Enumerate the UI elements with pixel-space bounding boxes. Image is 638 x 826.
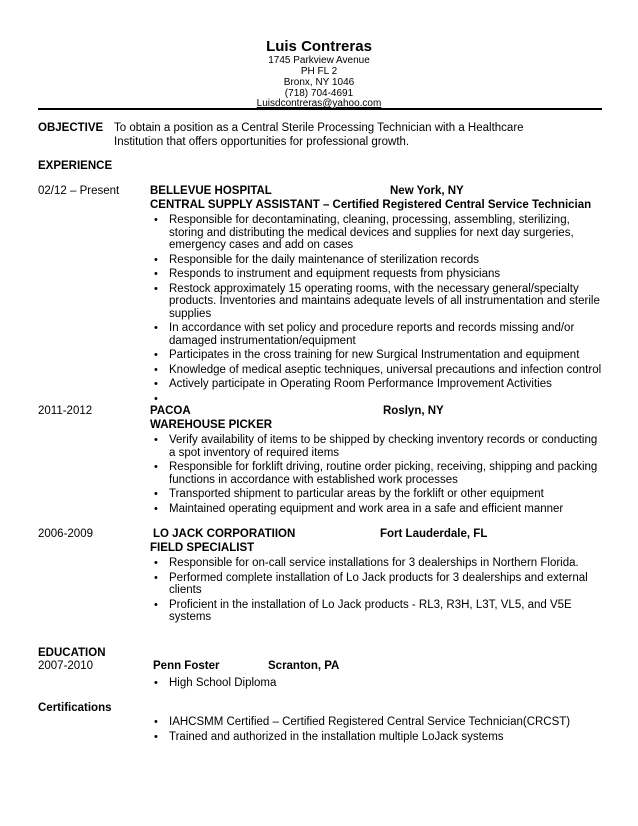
job-title: CENTRAL SUPPLY ASSISTANT – Certified Registered Central Service Technician xyxy=(150,199,592,211)
phone-number: (718) 704-4691 xyxy=(284,88,354,99)
objective-line-2: Institution that offers opportunities for professional growth. xyxy=(114,136,410,148)
list-item: • Restock approximately 15 operating rooms, with the necessary general/specialty products. Inventories and maintains adequate levels of all instrumentation and sterile supplies xyxy=(150,283,605,321)
job-location: Fort Lauderdale, FL xyxy=(380,528,488,540)
list-item: • Actively participate in Operating Room Performance Improvement Activities xyxy=(150,378,605,391)
list-item: • In accordance with set policy and procedure reports and records missing and/or damaged instrumentation/equipment xyxy=(150,322,605,347)
list-item: • IAHCSMM Certified – Certified Registered Central Service Technician(CRCST) xyxy=(150,716,605,729)
job-bullets xyxy=(150,434,605,517)
email-link[interactable]: Luisdcontreras@yahoo.com xyxy=(256,98,382,109)
list-item: • Responsible for decontaminating, cleaning, processing, assembling, sterilizing, storing and distributing the medical devices and supplies for next day surgeries, emergency cases and add on cases xyxy=(150,214,605,252)
list-item: • Maintained operating equipment and work area in a safe and efficient manner xyxy=(150,503,605,516)
job-company: LO JACK CORPORATIION xyxy=(153,528,296,540)
address-line-1: 1745 Parkview Avenue xyxy=(268,55,370,66)
list-item: • High School Diploma xyxy=(150,677,605,690)
job-title: WAREHOUSE PICKER xyxy=(150,419,273,431)
job-company: BELLEVUE HOSPITAL xyxy=(150,185,272,197)
list-item: • Knowledge of medical aseptic techniques, universal precautions and infection control xyxy=(150,364,605,377)
certifications-bullets xyxy=(150,716,605,745)
job-location: Roslyn, NY xyxy=(383,405,444,417)
job-dates: 2011-2012 xyxy=(38,405,93,417)
certifications-label: Certifications xyxy=(38,702,112,714)
job-bullets xyxy=(150,557,588,626)
job-bullets xyxy=(150,214,605,406)
list-item: • Performed complete installation of Lo Jack products for 3 dealerships and external clients xyxy=(150,572,588,597)
job-dates: 2006-2009 xyxy=(38,528,93,540)
list-item: • Responsible for on-call service installations for 3 dealerships in Northern Florida. xyxy=(150,557,588,570)
job-dates: 02/12 – Present xyxy=(38,185,120,197)
list-item: • Trained and authorized in the installation multiple LoJack systems xyxy=(150,731,605,744)
list-item: • Verify availability of items to be shipped by checking inventory records or conducting a spot inventory of required items xyxy=(150,434,605,459)
header-divider xyxy=(38,108,602,110)
list-item: • Transported shipment to particular areas by the forklift or other equipment xyxy=(150,488,605,501)
education-dates: 2007-2010 xyxy=(38,660,93,672)
list-item xyxy=(150,393,605,404)
experience-label: EXPERIENCE xyxy=(38,160,113,172)
address-line-2: PH FL 2 xyxy=(300,66,338,77)
address-city: Bronx, NY 1046 xyxy=(283,77,355,88)
education-location: Scranton, PA xyxy=(268,660,340,672)
list-item: • Responsible for forklift driving, routine order picking, receiving, shipping and packing functions in accordance with established work processes xyxy=(150,461,605,486)
list-item: • Proficient in the installation of Lo Jack products - RL3, R3H, L3T, VL5, and V5E systems xyxy=(150,599,588,624)
job-location: New York, NY xyxy=(390,185,464,197)
resume-name: Luis Contreras xyxy=(266,38,372,55)
objective-label: OBJECTIVE xyxy=(38,122,104,134)
list-item: • Participates in the cross training for new Surgical Instrumentation and equipment xyxy=(150,349,605,362)
education-label: EDUCATION xyxy=(38,647,106,659)
objective-line-1: To obtain a position as a Central Sterile Processing Technician with a Healthcare xyxy=(114,122,524,134)
education-bullets xyxy=(150,677,605,692)
job-company: PACOA xyxy=(150,405,191,417)
list-item: • Responds to instrument and equipment requests from physicians xyxy=(150,268,605,281)
job-title: FIELD SPECIALIST xyxy=(150,542,255,554)
education-school: Penn Foster xyxy=(153,660,220,672)
list-item: • Responsible for the daily maintenance of sterilization records xyxy=(150,254,605,267)
